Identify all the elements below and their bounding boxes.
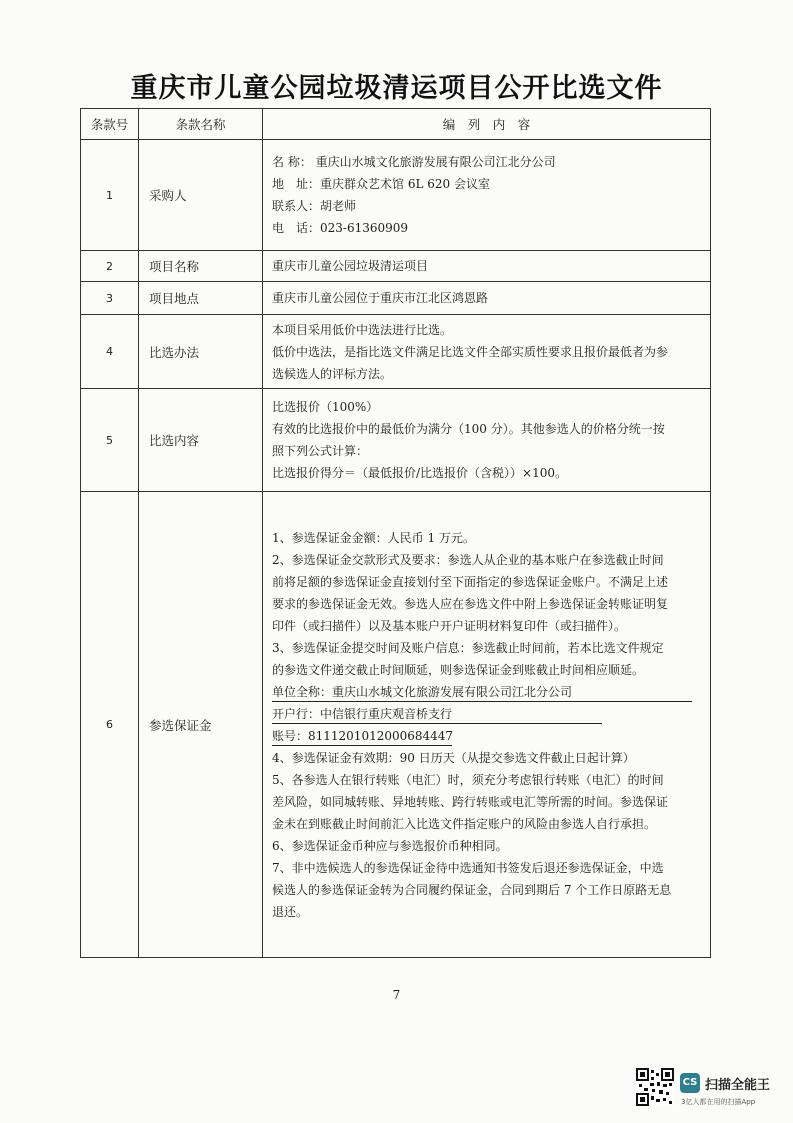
clause-table bbox=[80, 108, 711, 958]
clause-content bbox=[263, 492, 711, 958]
clause-no: 2 bbox=[81, 251, 139, 282]
content-line: 重庆市儿童公园位于重庆市江北区鸿恩路 bbox=[272, 291, 489, 305]
clause-name: 项目地点 bbox=[139, 282, 263, 315]
clause-content bbox=[263, 389, 711, 492]
table-row bbox=[81, 389, 711, 492]
table-row bbox=[81, 251, 711, 282]
content-line: 7、非中选候选人的参选保证金待中选通知书签发后退还参选保证金，中选 bbox=[272, 860, 664, 875]
content-line: 选候选人的评标方法。 bbox=[272, 366, 393, 381]
content-line: 本项目采用低价中选法进行比选。 bbox=[272, 322, 453, 337]
content-line: 要求的参选保证金无效。参选人应在参选文件中附上参选保证金转账证明复 bbox=[272, 596, 669, 611]
clause-no: 3 bbox=[81, 282, 139, 315]
clause-name: 比选内容 bbox=[139, 389, 263, 492]
clause-content bbox=[263, 251, 711, 282]
clause-no: 5 bbox=[81, 389, 139, 492]
content-line: 5、各参选人在银行转账（电汇）时，须充分考虑银行转账（电汇）的时间 bbox=[272, 772, 664, 787]
content-line: 印件（或扫描件）以及基本账户开户证明材料复印件（或扫描件）。 bbox=[272, 618, 627, 633]
content-line: 的参选文件递交截止时间顺延，则参选保证金到账截止时间相应顺延。 bbox=[272, 662, 645, 677]
document-title: 重庆市儿童公园垃圾清运项目公开比选文件 bbox=[130, 73, 663, 104]
clause-content bbox=[263, 282, 711, 315]
bank-line bbox=[272, 703, 704, 725]
header-clause-no: 条款号 bbox=[81, 109, 139, 140]
camscanner-tagline: 3亿人都在用的扫描App bbox=[681, 1098, 756, 1106]
table-header-row bbox=[81, 109, 711, 140]
table-row bbox=[81, 140, 711, 251]
header-clause-name: 条款名称 bbox=[139, 109, 263, 140]
content-line: 前将足额的参选保证金直接划付至下面指定的参选保证金账户。不满足上述 bbox=[272, 574, 669, 589]
page-number: 7 bbox=[392, 988, 401, 1002]
content-line: 4、参选保证金有效期：90 日历天（从提交参选文件截止日起计算） bbox=[272, 750, 635, 765]
content-line: 比选报价得分＝（最低报价/比选报价（含税））×100。 bbox=[272, 466, 568, 480]
header-content: 编 列 内 容 bbox=[263, 109, 711, 140]
account-number: 账号：8111201012000684447 bbox=[272, 727, 452, 746]
content-line: 电 话：023-61360909 bbox=[272, 221, 409, 235]
clause-name: 项目名称 bbox=[139, 251, 263, 282]
clause-no: 1 bbox=[81, 140, 139, 251]
content-line: 1、参选保证金金额：人民币 1 万元。 bbox=[272, 530, 475, 545]
content-line: 2、参选保证金交款形式及要求：参选人从企业的基本账户在参选截止时间 bbox=[272, 552, 664, 567]
content-line: 低价中选法，是指比选文件满足比选文件全部实质性要求且报价最低者为参 bbox=[272, 344, 669, 359]
content-line: 联系人：胡老师 bbox=[272, 199, 357, 213]
account-number-line bbox=[272, 725, 704, 747]
qr-code-icon bbox=[636, 1068, 674, 1106]
account-name-line bbox=[272, 681, 704, 703]
clause-content bbox=[263, 140, 711, 251]
clause-no: 4 bbox=[81, 315, 139, 389]
content-line: 重庆市儿童公园垃圾清运项目 bbox=[272, 259, 429, 273]
account-name: 单位全称：重庆山水城文化旅游发展有限公司江北分公司 bbox=[272, 683, 692, 702]
content-line: 比选报价（100%） bbox=[272, 400, 379, 414]
content-line: 差风险，如同城转账、异地转账、跨行转账或电汇等所需的时间。参选保证 bbox=[272, 794, 669, 809]
table-row bbox=[81, 315, 711, 389]
clause-name: 参选保证金 bbox=[139, 492, 263, 958]
content-line: 地 址：重庆群众艺术馆 6L 620 会议室 bbox=[272, 177, 490, 191]
content-line: 退还。 bbox=[272, 904, 309, 919]
table-row bbox=[81, 282, 711, 315]
table-row bbox=[81, 492, 711, 958]
clause-content bbox=[263, 315, 711, 389]
clause-name: 比选办法 bbox=[139, 315, 263, 389]
content-line: 有效的比选报价中的最低价为满分（100 分）。其他参选人的价格分统一按 bbox=[272, 422, 665, 436]
camscanner-logo: CS bbox=[680, 1073, 700, 1093]
content-line: 6、参选保证金币种应与参选报价币种相同。 bbox=[272, 838, 508, 853]
bank-name: 开户行：中信银行重庆观音桥支行 bbox=[272, 705, 602, 724]
content-line: 名 称： 重庆山水城文化旅游发展有限公司江北分公司 bbox=[272, 155, 556, 169]
content-line: 金未在到账截止时间前汇入比选文件指定账户的风险由参选人自行承担。 bbox=[272, 816, 657, 831]
content-line: 照下列公式计算： bbox=[272, 444, 369, 458]
content-line: 候选人的参选保证金转为合同履约保证金，合同到期后 7 个工作日原路无息 bbox=[272, 882, 672, 897]
clause-no: 6 bbox=[81, 492, 139, 958]
clause-name: 采购人 bbox=[139, 140, 263, 251]
camscanner-name: 扫描全能王 bbox=[705, 1078, 771, 1093]
content-line: 3、参选保证金提交时间及账户信息：参选截止时间前，若本比选文件规定 bbox=[272, 640, 664, 655]
